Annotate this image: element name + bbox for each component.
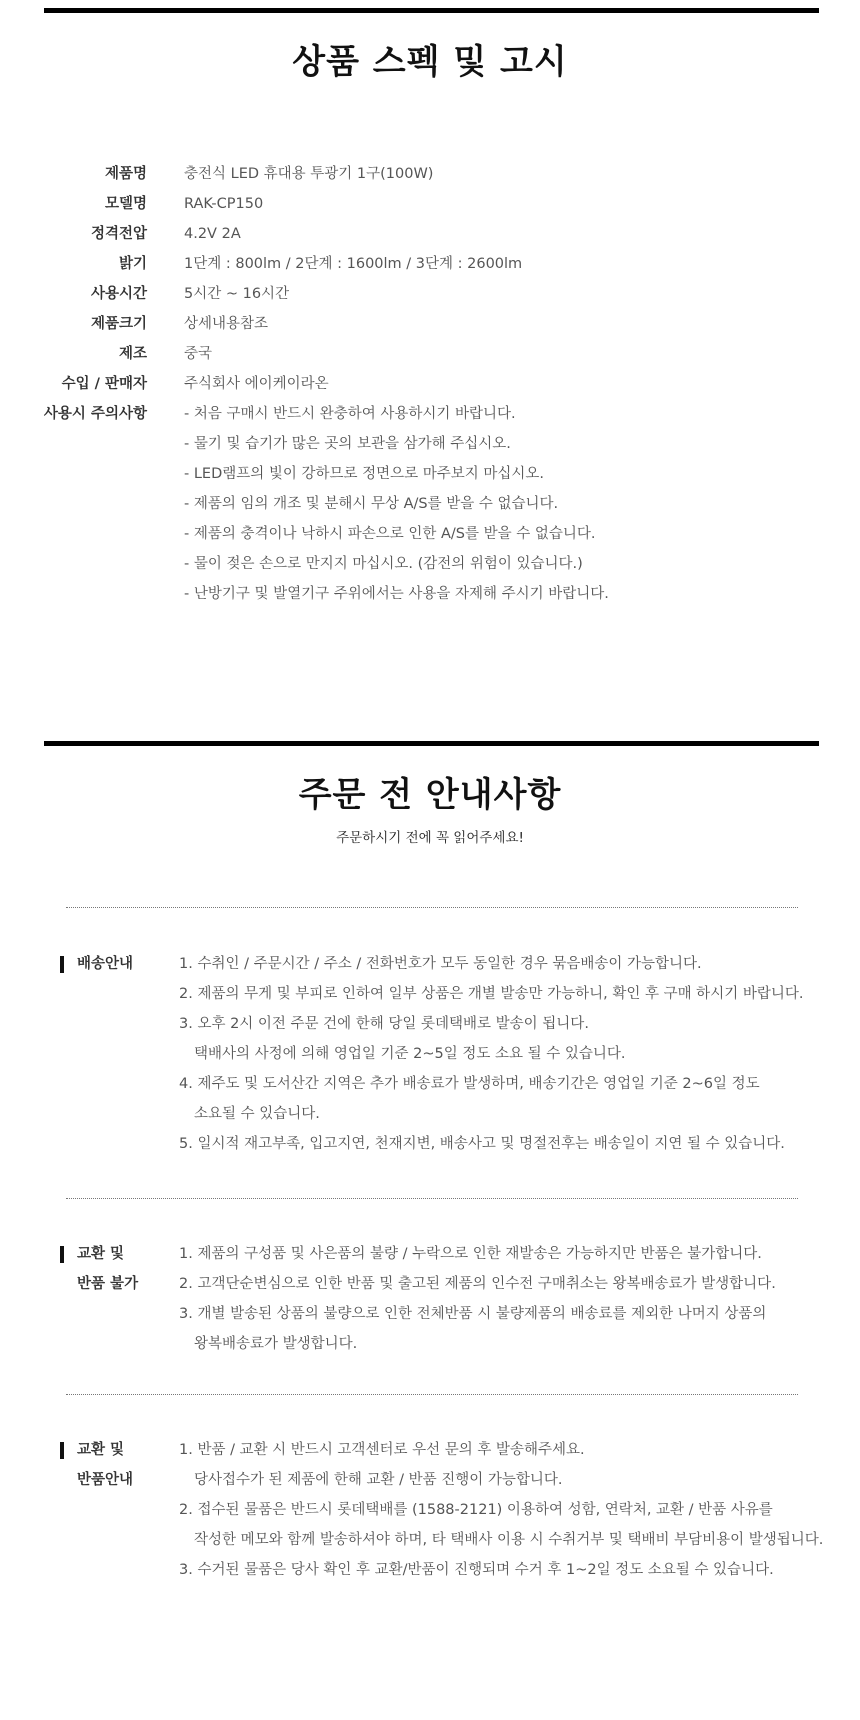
no-return-item: 2. 고객단순변심으로 인한 반품 및 출고된 제품의 인수전 구매취소는 왕복배송료가 발생합니다.: [179, 1276, 776, 1292]
spec-value: 중국: [184, 346, 213, 362]
spec-label: 수입 / 판매자: [61, 376, 147, 392]
spec-value: 1단계 : 800lm / 2단계 : 1600lm / 3단계 : 2600lm: [184, 256, 523, 272]
spec-row: [0, 249, 860, 279]
no-return-item: 1. 제품의 구성품 및 사은품의 불량 / 누락으로 인한 재발송은 가능하지만 반품은 불가합니다.: [179, 1246, 762, 1262]
spec-label: 모델명: [104, 196, 147, 212]
return-guide-item: 3. 수거된 물품은 당사 확인 후 교환/반품이 진행되며 수거 후 1~2일 정도 소요될 수 있습니다.: [179, 1562, 774, 1578]
no-return-label-2: 반품 불가: [77, 1276, 139, 1292]
spec-row: [0, 339, 860, 369]
spec-row: [0, 369, 860, 399]
spec-table: [0, 159, 860, 399]
shipping-item: 택배사의 사정에 의해 영업일 기준 2~5일 정도 소요 될 수 있습니다.: [194, 1046, 626, 1062]
return-guide-item: 1. 반품 / 교환 시 반드시 고객센터로 우선 문의 후 발송해주세요.: [179, 1442, 585, 1458]
spec-row: [0, 219, 860, 249]
caution-item: - LED램프의 빛이 강하므로 정면으로 마주보지 마십시오.: [184, 466, 545, 482]
spec-label: 제조: [118, 346, 147, 362]
dotted-divider: [66, 1394, 798, 1395]
caution-item: - 물이 젖은 손으로 만지지 마십시오. (감전의 위험이 있습니다.): [184, 556, 583, 572]
return-guide-list: [179, 1435, 823, 1585]
spec-row: [0, 309, 860, 339]
no-return-label-1: 교환 및: [77, 1246, 125, 1262]
spec-value: RAK-CP150: [184, 196, 264, 212]
caution-list: [184, 399, 609, 609]
shipping-item: 1. 수취인 / 주문시간 / 주소 / 전화번호가 모두 동일한 경우 묶음배송이 가능합니다.: [179, 956, 702, 972]
no-return-item: 3. 개별 발송된 상품의 불량으로 인한 전체반품 시 불량제품의 배송료를 제외한 나머지 상품의: [179, 1306, 767, 1322]
order-subtitle: 주문하시기 전에 꼭 읽어주세요!: [336, 830, 524, 846]
return-guide-item: 작성한 메모와 함께 발송하셔야 하며, 타 택배사 이용 시 수취거부 및 택배비 부담비용이 발생됩니다.: [194, 1532, 824, 1548]
shipping-item: 2. 제품의 무게 및 부피로 인하여 일부 상품은 개별 발송만 가능하니, 확인 후 구매 하시기 바랍니다.: [179, 986, 804, 1002]
spec-value: 4.2V 2A: [184, 226, 241, 242]
spec-value: 5시간 ~ 16시간: [184, 286, 290, 302]
shipping-item: 5. 일시적 재고부족, 입고지연, 천재지변, 배송사고 및 명절전후는 배송일이 지연 될 수 있습니다.: [179, 1136, 785, 1152]
heading-bar: [60, 956, 64, 973]
caution-item: - 처음 구매시 반드시 완충하여 사용하시기 바랍니다.: [184, 406, 516, 422]
return-guide-item: 2. 접수된 물품은 반드시 롯데택배를 (1588-2121) 이용하여 성함, 연락처, 교환 / 반품 사유를: [179, 1502, 773, 1518]
shipping-label: 배송안내: [77, 956, 134, 972]
return-guide-heading: [60, 1435, 133, 1495]
spec-label: 밝기: [118, 256, 147, 272]
dotted-divider: [66, 907, 798, 908]
spec-row: [0, 279, 860, 309]
caution-label: 사용시 주의사항: [43, 406, 147, 422]
heading-bar: [60, 1246, 64, 1263]
caution-item: - 난방기구 및 발열기구 주위에서는 사용을 자제해 주시기 바랍니다.: [184, 586, 609, 602]
spec-value: 상세내용참조: [184, 316, 269, 332]
section-divider: [44, 741, 819, 746]
spec-label: 제품크기: [90, 316, 147, 332]
spec-row: [0, 189, 860, 219]
shipping-list: [179, 949, 803, 1159]
caution-item: - 제품의 충격이나 낙하시 파손으로 인한 A/S를 받을 수 없습니다.: [184, 526, 596, 542]
caution-item: - 물기 및 습기가 많은 곳의 보관을 삼가해 주십시오.: [184, 436, 511, 452]
caution-item: - 제품의 임의 개조 및 분해시 무상 A/S를 받을 수 없습니다.: [184, 496, 559, 512]
order-title: 주문 전 안내사항: [298, 775, 562, 815]
spec-title: 상품 스펙 및 고시: [292, 42, 568, 82]
shipping-item: 4. 제주도 및 도서산간 지역은 추가 배송료가 발생하며, 배송기간은 영업일 기준 2~6일 정도: [179, 1076, 760, 1092]
spec-label: 사용시간: [90, 286, 147, 302]
top-divider: [44, 8, 819, 13]
return-guide-item: 당사접수가 된 제품에 한해 교환 / 반품 진행이 가능합니다.: [194, 1472, 563, 1488]
spec-value: 충전식 LED 휴대용 투광기 1구(100W): [184, 166, 434, 182]
dotted-divider: [66, 1198, 798, 1199]
heading-bar: [60, 1442, 64, 1459]
spec-label: 제품명: [104, 166, 147, 182]
return-guide-label-2: 반품안내: [77, 1472, 134, 1488]
return-guide-label-1: 교환 및: [77, 1442, 125, 1458]
spec-row: [0, 159, 860, 189]
no-return-list: [179, 1239, 776, 1359]
spec-label: 정격전압: [90, 226, 147, 242]
no-return-item: 왕복배송료가 발생합니다.: [194, 1336, 358, 1352]
shipping-item: 3. 오후 2시 이전 주문 건에 한해 당일 롯데택배로 발송이 됩니다.: [179, 1016, 589, 1032]
no-return-heading: [60, 1239, 138, 1299]
spec-value: 주식회사 에이케이라온: [184, 376, 329, 392]
shipping-item: 소요될 수 있습니다.: [194, 1106, 320, 1122]
shipping-heading: [60, 949, 133, 979]
